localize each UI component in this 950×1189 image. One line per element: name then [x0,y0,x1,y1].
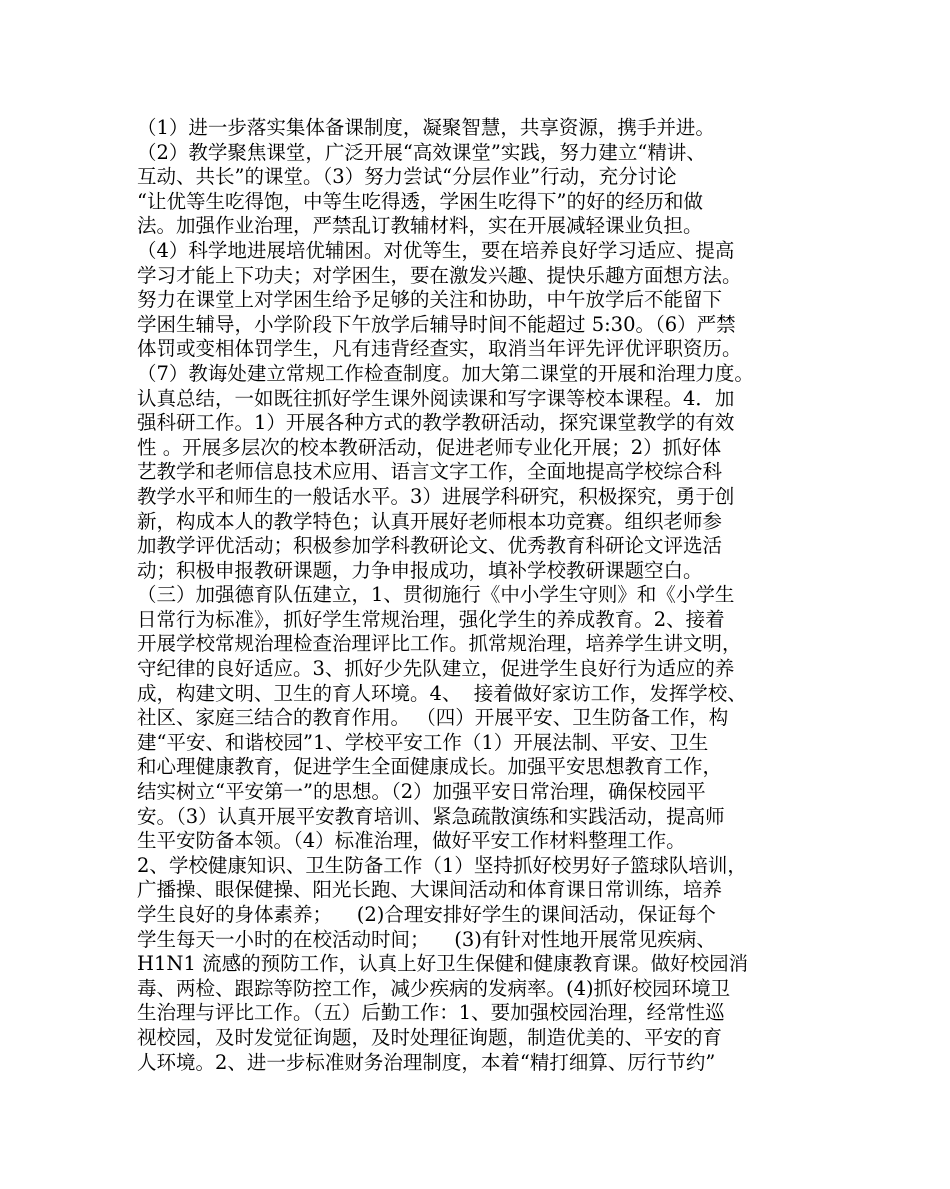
text-line: 生治理与评比工作。（五）后勤工作：1、要加强校园治理，经常性巡 [137,1001,725,1025]
text-line: （2）教学聚焦课堂，广泛开展“高效课堂”实践，努力建立“精讲、 [137,140,706,164]
text-line: 2、学校健康知识、卫生防备工作（1）坚持抓好校男好子篮球队培训， [137,853,747,877]
text-line: 毒、两检、跟踪等防控工作，减少疾病的发病率。(4)抓好校园环境卫 [137,976,731,1000]
text-line: 开展学校常规治理检查治理评比工作。抓常规治理，培养学生讲文明， [137,632,742,656]
text-line: 安。（3）认真开展平安教育培训、紧急疏散演练和实践活动，提高师 [137,804,725,828]
text-line: 法。加强作业治理，严禁乱订教辅材料，实在开展减轻课业负担。 [137,214,703,238]
text-line: 学习才能上下功夫；对学困生，要在激发兴趣、提快乐趣方面想方法。 [137,263,742,287]
text-line: 和心理健康教育，促进学生全面健康成长。加强平安思想教育工作， [137,755,723,779]
text-line: （4）科学地进展培优辅困。对优等生，要在培养良好学习适应、提高 [137,238,735,262]
text-line: 人环境。2、进一步标准财务治理制度，本着“精打细算、厉行节约” [137,1050,716,1074]
text-line: （7）教诲处建立常规工作检查制度。加大第二课堂的开展和治理力度。 [137,361,754,385]
text-line: 社区、家庭三结合的教育作用。 （四）开展平安、卫生防备工作，构 [137,706,729,730]
text-line: 努力在课堂上对学困生给予足够的关注和协助，中午放学后不能留下 [137,288,723,312]
text-line: （三）加强德育队伍建立，1、贯彻施行《中小学生守则》和《小学生 [137,583,735,607]
text-line: “让优等生吃得饱，中等生吃得透，学困生吃得下”的好的经历和做 [137,189,703,213]
text-line: 守纪律的良好适应。3、抓好少先队建立，促进学生良好行为适应的养 [137,657,735,681]
text-line: 日常行为标准》，抓好学生常规治理，强化学生的养成教育。2、接着 [137,607,725,631]
text-line: 认真总结，一如既往抓好学生课外阅读课和写字课等校本课程。4．加 [137,386,735,410]
text-line: 学困生辅导，小学阶段下午放学后辅导时间不能超过 5:30。（6）严禁 [137,312,736,336]
text-line: 加教学评优活动；积极参加学科教研论文、优秀教育科研论文评选活 [137,534,723,558]
text-line: 生平安防备本领。（4）标准治理，做好平安工作材料整理工作。 [137,829,686,853]
text-line: 教学水平和师生的一般话水平。3）进展学科研究，积极探究，勇于创 [137,484,735,508]
text-line: 结实树立“平安第一”的思想。（2）加强平安日常治理，确保校园平 [137,780,706,804]
text-line: 体罚或变相体罚学生，凡有违背经查实，取消当年评先评优评职资历。 [137,337,742,361]
text-line: 互动、共长”的课堂。（3）努力尝试“分层作业”行动，充分讨论 [137,165,677,189]
text-line: 建“平安、和谐校园”1、学校平安工作（1）开展法制、平安、卫生 [137,730,709,754]
text-line: 视校园，及时发觉征询题，及时处理征询题，制造优美的、平安的育 [137,1025,723,1049]
text-line: 新，构成本人的教学特色；认真开展好老师根本功竞赛。组织老师参 [137,509,723,533]
text-line: 艺教学和老师信息技术应用、语言文字工作，全面地提高学校综合科 [137,460,723,484]
text-line: 学生良好的身体素养； (2)合理安排好学生的课间活动，保证每个 [137,903,716,926]
text-line: 性 。开展多层次的校本教研活动，促进老师专业化开展；2）抓好体 [137,435,722,459]
text-line: H1N1 流感的预防工作，认真上好卫生保健和健康教育课。做好校园消 [137,952,749,976]
text-line: （1）进一步落实集体备课制度，凝聚智慧，共享资源，携手并进。 [137,116,715,139]
text-line: 广播操、眼保健操、阳光长跑、大课间活动和体育课日常训练，培养 [137,878,723,902]
document-body [137,116,827,1075]
text-line: 动；积极申报教研课题，力争申报成功，填补学校教研课题空白。 [137,558,703,582]
text-line: 学生每天一小时的在校活动时间； (3)有针对性地开展常见疾病、 [137,927,716,951]
text-line: 成，构建文明、卫生的育人环境。4、 接着做好家访工作，发挥学校、 [137,681,747,705]
text-line: 强科研工作。1）开展各种方式的教学教研活动，探究课堂教学的有效 [137,411,735,435]
